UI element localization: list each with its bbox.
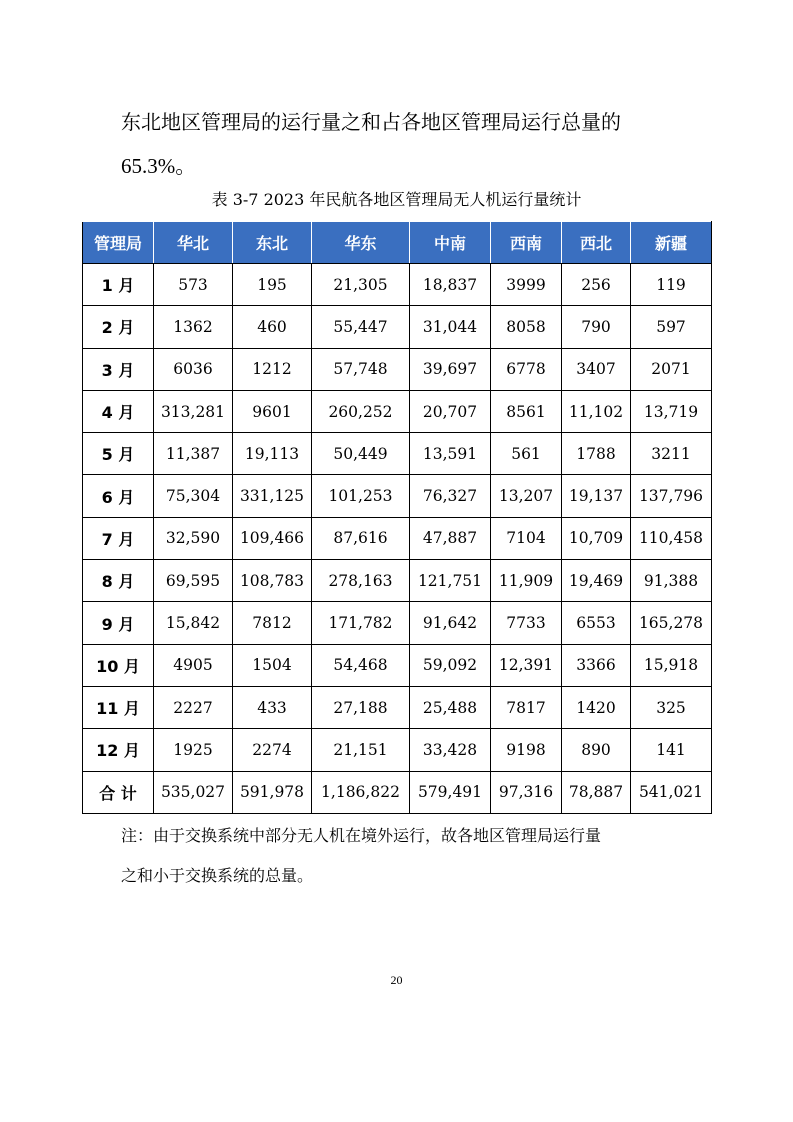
table-cell: 15,918 xyxy=(631,644,712,686)
header-cell-bureau: 管理局 xyxy=(83,222,154,264)
table-cell: 12,391 xyxy=(491,644,562,686)
table-cell: 171,782 xyxy=(312,602,410,644)
table-cell: 20,707 xyxy=(410,390,491,432)
table-cell: 790 xyxy=(562,306,631,348)
row-label-cell: 10 月 xyxy=(83,644,154,686)
table-cell: 3366 xyxy=(562,644,631,686)
table-cell: 7817 xyxy=(491,686,562,728)
table-cell: 460 xyxy=(233,306,312,348)
table-cell: 561 xyxy=(491,433,562,475)
table-cell: 2071 xyxy=(631,348,712,390)
table-cell: 25,488 xyxy=(410,686,491,728)
table-cell: 11,387 xyxy=(154,433,233,475)
table-cell: 27,188 xyxy=(312,686,410,728)
table-cell: 1925 xyxy=(154,729,233,771)
table-cell: 76,327 xyxy=(410,475,491,517)
table-cell: 55,447 xyxy=(312,306,410,348)
table-cell: 573 xyxy=(154,264,233,306)
table-row xyxy=(83,348,712,390)
table-cell: 15,842 xyxy=(154,602,233,644)
table-cell: 1504 xyxy=(233,644,312,686)
table-cell: 4905 xyxy=(154,644,233,686)
table-cell: 3211 xyxy=(631,433,712,475)
table-cell: 101,253 xyxy=(312,475,410,517)
table-cell: 19,113 xyxy=(233,433,312,475)
table-cell: 54,468 xyxy=(312,644,410,686)
table-cell: 21,151 xyxy=(312,729,410,771)
table-cell: 165,278 xyxy=(631,602,712,644)
header-cell-central-south: 中南 xyxy=(410,222,491,264)
table-cell: 13,719 xyxy=(631,390,712,432)
table-cell: 13,207 xyxy=(491,475,562,517)
table-cell: 1788 xyxy=(562,433,631,475)
table-cell: 195 xyxy=(233,264,312,306)
table-cell: 39,697 xyxy=(410,348,491,390)
intro-paragraph xyxy=(121,100,701,188)
table-cell: 260,252 xyxy=(312,390,410,432)
table-cell: 91,388 xyxy=(631,560,712,602)
table-row xyxy=(83,433,712,475)
table-cell: 33,428 xyxy=(410,729,491,771)
intro-line-2: 65.3%。 xyxy=(121,154,197,178)
table-cell: 32,590 xyxy=(154,517,233,559)
table-body xyxy=(83,264,712,814)
table-row xyxy=(83,644,712,686)
table-row xyxy=(83,560,712,602)
table-cell: 1212 xyxy=(233,348,312,390)
note-line-2: 之和小于交换系统的总量。 xyxy=(121,866,314,885)
table-cell: 109,466 xyxy=(233,517,312,559)
table-cell: 1362 xyxy=(154,306,233,348)
table-cell: 141 xyxy=(631,729,712,771)
header-cell-east-china: 华东 xyxy=(312,222,410,264)
table-cell: 313,281 xyxy=(154,390,233,432)
table-cell: 97,316 xyxy=(491,771,562,813)
table-cell: 50,449 xyxy=(312,433,410,475)
header-cell-northeast: 东北 xyxy=(233,222,312,264)
uav-operations-table xyxy=(82,221,712,814)
header-cell-xinjiang: 新疆 xyxy=(631,222,712,264)
table-cell: 9601 xyxy=(233,390,312,432)
table-cell: 75,304 xyxy=(154,475,233,517)
note-line-1: 注：由于交换系统中部分无人机在境外运行，故各地区管理局运行量 xyxy=(121,826,602,845)
table-row xyxy=(83,517,712,559)
table-caption: 表 3-7 2023 年民航各地区管理局无人机运行量统计 xyxy=(211,190,582,209)
table-row xyxy=(83,475,712,517)
table-cell: 890 xyxy=(562,729,631,771)
intro-line-1: 东北地区管理局的运行量之和占各地区管理局运行总量的 xyxy=(121,110,621,134)
table-cell: 10,709 xyxy=(562,517,631,559)
table-cell: 91,642 xyxy=(410,602,491,644)
table-cell: 6036 xyxy=(154,348,233,390)
header-cell-northwest: 西北 xyxy=(562,222,631,264)
table-cell: 278,163 xyxy=(312,560,410,602)
table-cell: 6778 xyxy=(491,348,562,390)
table-cell: 3407 xyxy=(562,348,631,390)
table-row xyxy=(83,264,712,306)
table-cell: 6553 xyxy=(562,602,631,644)
table-cell: 1,186,822 xyxy=(312,771,410,813)
table-row xyxy=(83,602,712,644)
table-cell: 121,751 xyxy=(410,560,491,602)
table-row xyxy=(83,306,712,348)
table-cell: 2227 xyxy=(154,686,233,728)
table-cell: 8058 xyxy=(491,306,562,348)
table-cell: 9198 xyxy=(491,729,562,771)
table-cell: 19,137 xyxy=(562,475,631,517)
table-cell: 2274 xyxy=(233,729,312,771)
table-cell: 119 xyxy=(631,264,712,306)
table-cell: 13,591 xyxy=(410,433,491,475)
table-cell: 47,887 xyxy=(410,517,491,559)
table-cell: 108,783 xyxy=(233,560,312,602)
table-row xyxy=(83,729,712,771)
table-cell: 11,909 xyxy=(491,560,562,602)
row-label-cell: 9 月 xyxy=(83,602,154,644)
page-number: 20 xyxy=(390,973,403,987)
table-cell: 579,491 xyxy=(410,771,491,813)
table-row xyxy=(83,390,712,432)
table-cell: 7104 xyxy=(491,517,562,559)
table-cell: 78,887 xyxy=(562,771,631,813)
table-cell: 331,125 xyxy=(233,475,312,517)
table-cell: 7733 xyxy=(491,602,562,644)
table-cell: 1420 xyxy=(562,686,631,728)
table-cell: 18,837 xyxy=(410,264,491,306)
row-label-cell: 合 计 xyxy=(83,771,154,813)
table-note xyxy=(121,816,701,896)
table-cell: 59,092 xyxy=(410,644,491,686)
table-cell: 21,305 xyxy=(312,264,410,306)
table-cell: 8561 xyxy=(491,390,562,432)
table-cell: 541,021 xyxy=(631,771,712,813)
table-cell: 19,469 xyxy=(562,560,631,602)
table-row xyxy=(83,686,712,728)
table-cell: 597 xyxy=(631,306,712,348)
table-cell: 7812 xyxy=(233,602,312,644)
row-label-cell: 8 月 xyxy=(83,560,154,602)
table-cell: 57,748 xyxy=(312,348,410,390)
table-cell: 256 xyxy=(562,264,631,306)
row-label-cell: 4 月 xyxy=(83,390,154,432)
table-cell: 11,102 xyxy=(562,390,631,432)
table-cell: 69,595 xyxy=(154,560,233,602)
table-total-row xyxy=(83,771,712,813)
row-label-cell: 11 月 xyxy=(83,686,154,728)
table-cell: 87,616 xyxy=(312,517,410,559)
row-label-cell: 5 月 xyxy=(83,433,154,475)
table-cell: 325 xyxy=(631,686,712,728)
row-label-cell: 2 月 xyxy=(83,306,154,348)
row-label-cell: 3 月 xyxy=(83,348,154,390)
table-cell: 3999 xyxy=(491,264,562,306)
table-cell: 535,027 xyxy=(154,771,233,813)
table-cell: 31,044 xyxy=(410,306,491,348)
header-cell-north-china: 华北 xyxy=(154,222,233,264)
header-cell-southwest: 西南 xyxy=(491,222,562,264)
table-cell: 591,978 xyxy=(233,771,312,813)
row-label-cell: 12 月 xyxy=(83,729,154,771)
table-cell: 433 xyxy=(233,686,312,728)
table-header-row xyxy=(83,222,712,264)
row-label-cell: 6 月 xyxy=(83,475,154,517)
table-cell: 110,458 xyxy=(631,517,712,559)
table-cell: 137,796 xyxy=(631,475,712,517)
row-label-cell: 1 月 xyxy=(83,264,154,306)
row-label-cell: 7 月 xyxy=(83,517,154,559)
